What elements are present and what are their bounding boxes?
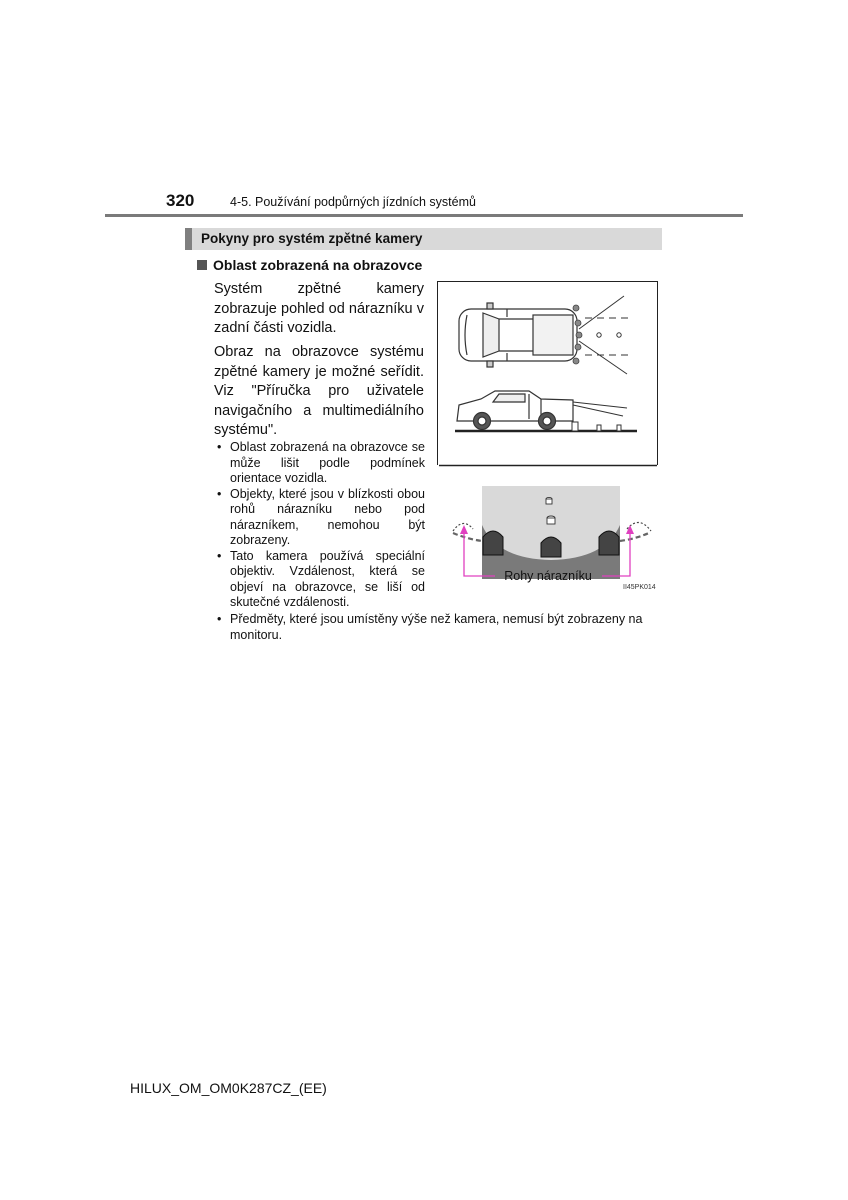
bullet-text: Předměty, které jsou umístěny výše než kamera, nemusí být zobrazeny na monitoru. bbox=[230, 612, 643, 642]
bullet-text: Oblast zobrazená na obrazovce se může lišit podle podmínek orientace vozidla. bbox=[230, 440, 425, 485]
bullet-dot: • bbox=[217, 440, 222, 454]
truck-side-view bbox=[457, 391, 573, 430]
bullet-item-wide bbox=[217, 612, 662, 643]
header-rule bbox=[105, 214, 743, 217]
ground-marks-top bbox=[597, 333, 621, 337]
subheading-text: Oblast zobrazená na obrazovce bbox=[213, 257, 423, 273]
bullet-item bbox=[217, 612, 662, 643]
bullet-item bbox=[217, 487, 425, 549]
camera-view-figure bbox=[437, 281, 665, 596]
section-title: Pokyny pro systém zpětné kamery bbox=[201, 231, 423, 246]
footer-doc-code: HILUX_OM_OM0K287CZ_(EE) bbox=[130, 1080, 327, 1096]
bullet-dot: • bbox=[217, 548, 222, 563]
bullet-item bbox=[217, 440, 425, 487]
bullet-dot: • bbox=[217, 612, 222, 626]
bullet-item bbox=[217, 549, 425, 611]
bullet-list bbox=[217, 440, 425, 611]
paragraph-1: Systém zpětné kamery zobrazuje pohled od nárazníku v zadní části vozidla. bbox=[214, 281, 424, 336]
square-bullet-icon bbox=[197, 260, 207, 270]
chapter-title: 4-5. Používání podpůrných jízdních systémů bbox=[230, 195, 476, 209]
callout-label: Rohy nárazníku bbox=[504, 569, 592, 583]
figure-svg bbox=[437, 281, 665, 596]
monitor-screen bbox=[453, 486, 651, 579]
subheading bbox=[197, 257, 422, 273]
bullet-dot: • bbox=[217, 486, 222, 501]
figure-code: II45PK014 bbox=[623, 584, 656, 591]
page-number: 320 bbox=[166, 191, 195, 210]
bullet-text: Objekty, které jsou v blízkosti obou rohů nárazníku nebo pod nárazníkem, nemohou být zobrazeny. bbox=[230, 486, 425, 547]
bullet-text: Tato kamera používá speciální objektiv. Vzdálenost, která se objeví na obrazovce, se liší od skutečné vzdálenosti. bbox=[230, 548, 425, 609]
truck-top-view bbox=[459, 303, 577, 367]
paragraph-2: Obraz na obrazovce systému zpětné kamery je možné seřídit. Viz "Příručka pro uživatele navigačního a multimediálního systému". bbox=[214, 344, 424, 438]
camera-beam-side bbox=[573, 402, 627, 416]
section-bar bbox=[185, 228, 662, 250]
camera-view-lines bbox=[579, 296, 632, 374]
